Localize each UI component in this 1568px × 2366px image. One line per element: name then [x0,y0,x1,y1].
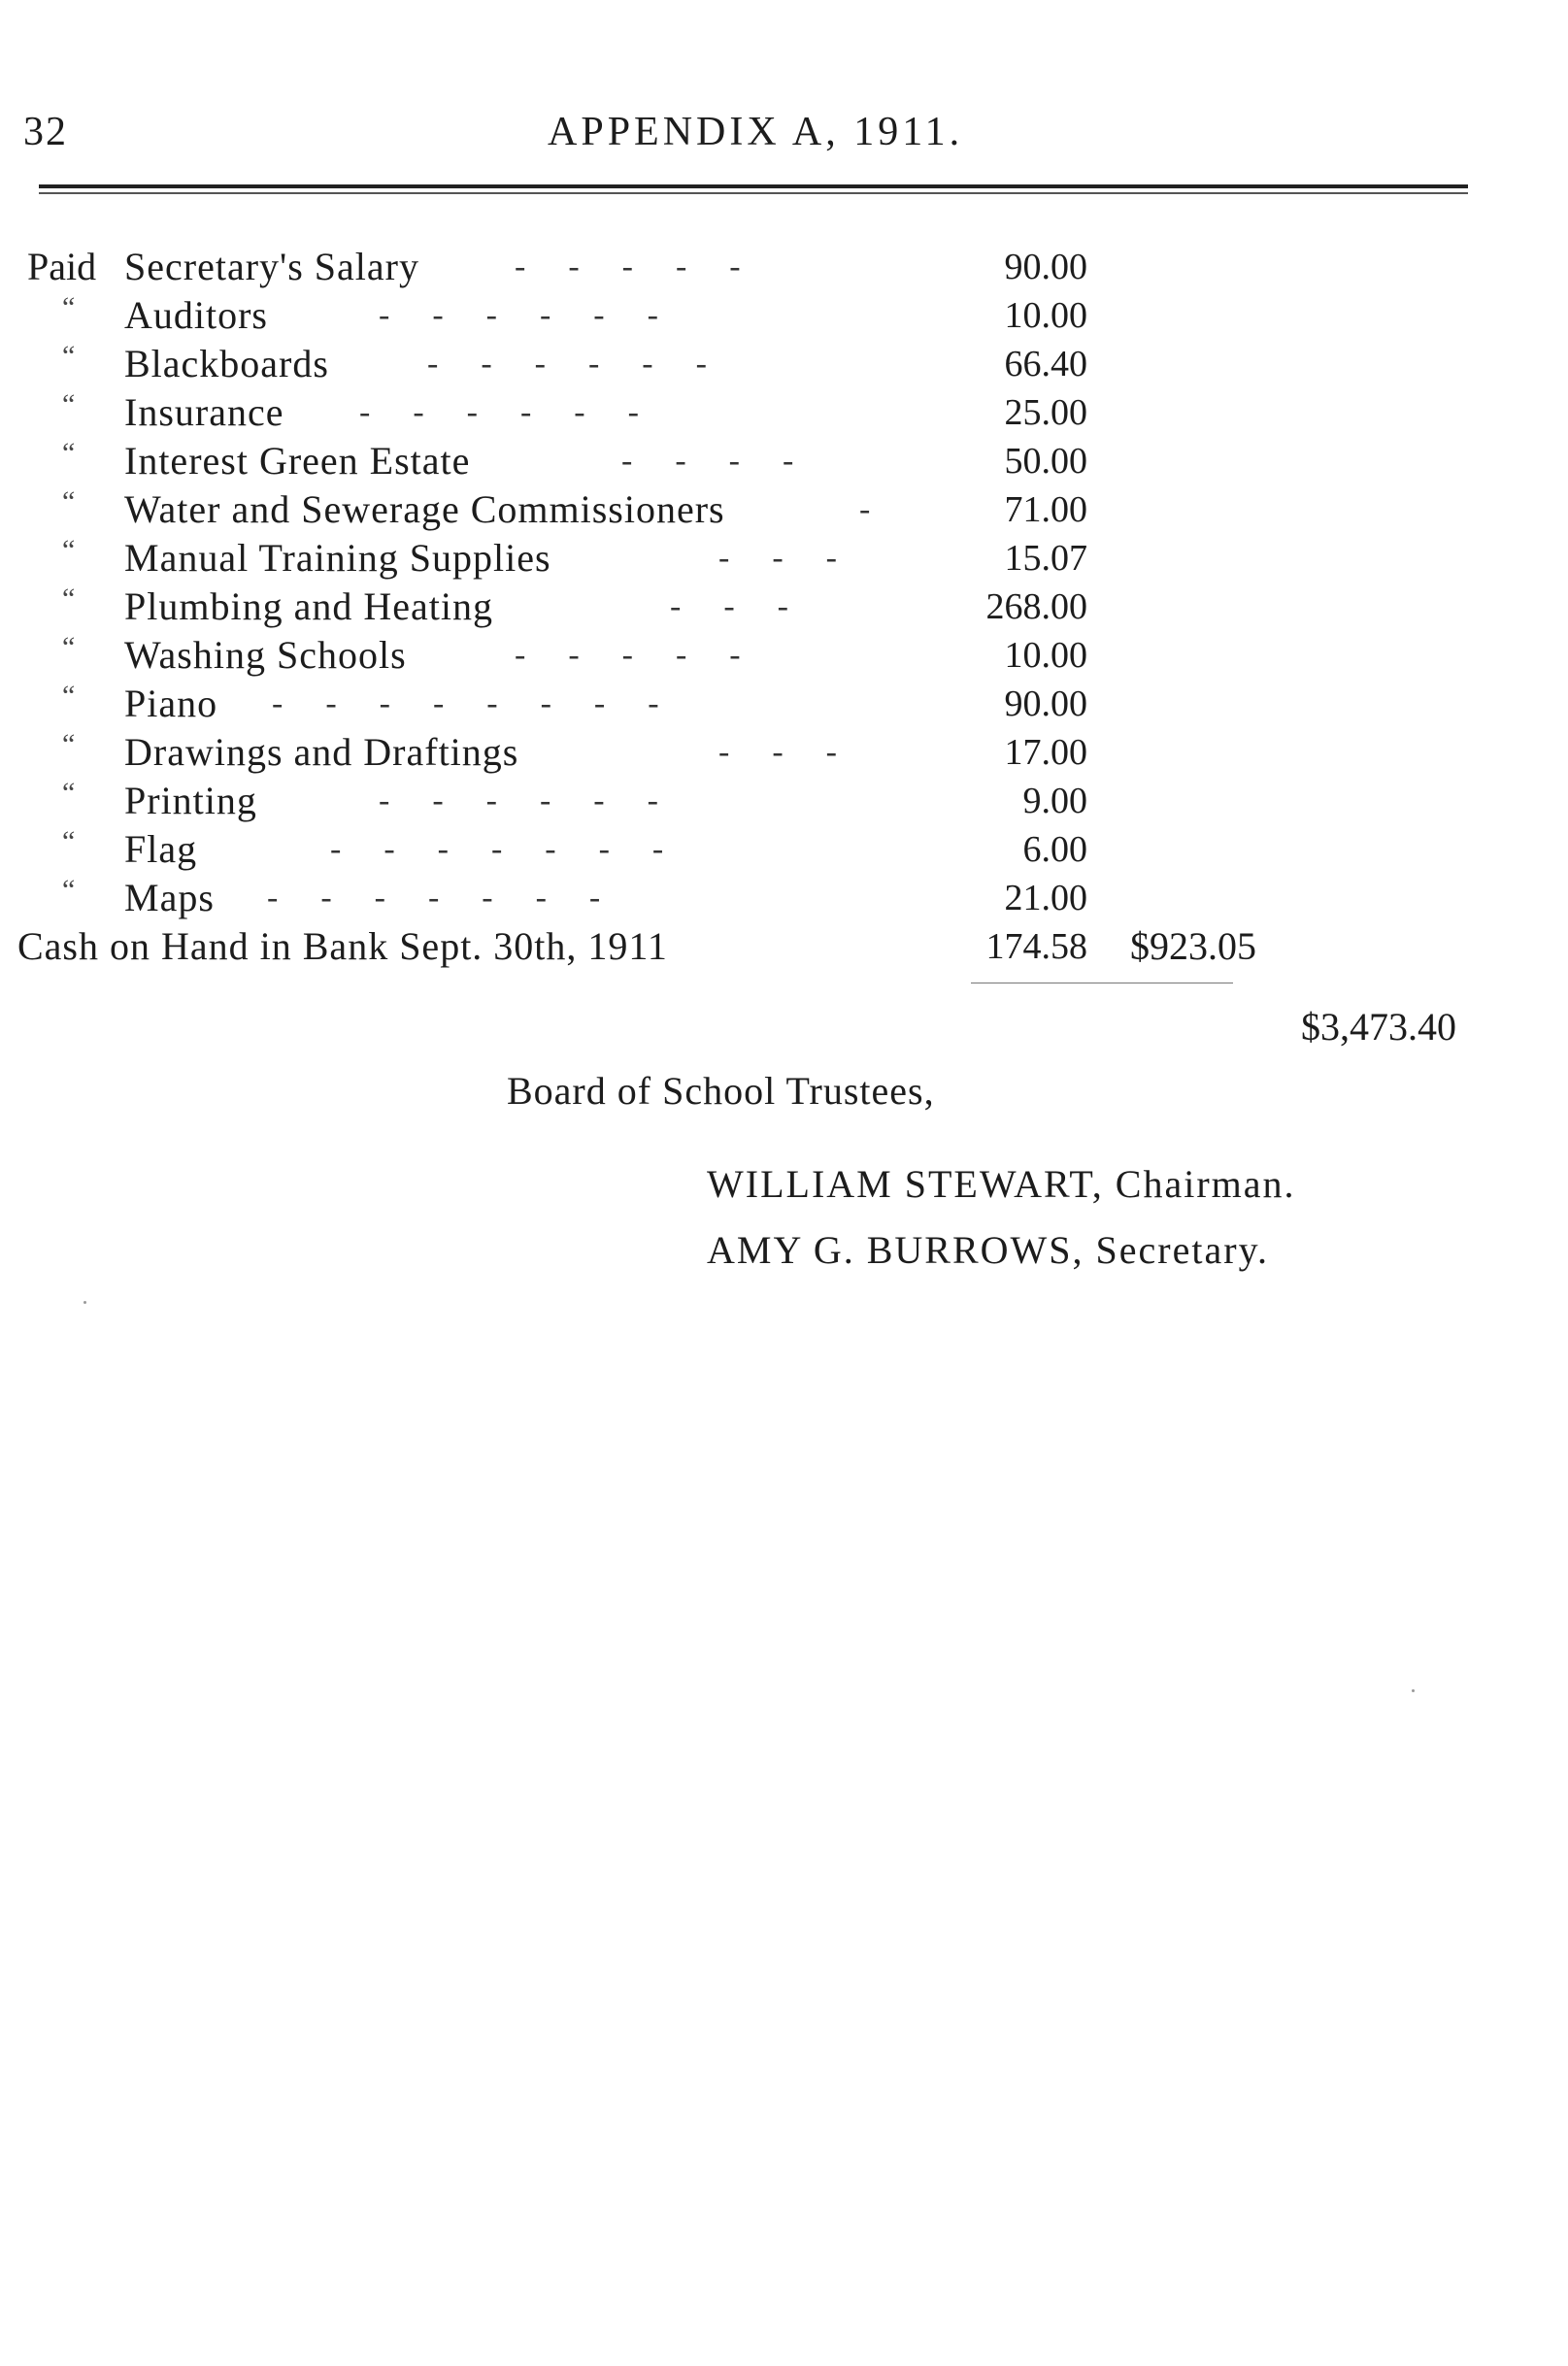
expense-label: Auditors [124,293,268,337]
ditto-mark: “ [62,485,76,517]
ditto-mark: “ [62,777,76,809]
expense-row [0,874,1568,922]
page-title: APPENDIX A, 1911. [548,110,964,154]
grand-total: $3,473.40 [1301,1005,1456,1049]
expense-row [0,680,1568,728]
dot-leaders: - - - - [621,443,796,479]
expense-amount: 25.00 [1004,392,1087,433]
dot-leaders: - - - [670,588,790,624]
cash-amount: 174.58 [985,926,1087,967]
expense-amount: 90.00 [1004,247,1087,287]
dot-leaders: - - - - - - - [267,880,603,916]
expense-label: Flag [124,827,198,871]
ditto-mark: “ [62,534,76,566]
ditto-mark: “ [62,825,76,857]
ditto-mark: “ [62,340,76,372]
expense-label: Printing [124,779,257,822]
expense-row [0,340,1568,388]
cash-label: Cash on Hand in Bank Sept. 30th, 1911 [17,924,668,968]
dot-leaders: - - - [718,734,839,770]
dot-leaders: - - - - - - [359,394,641,430]
paper-speck [83,1301,86,1304]
expense-amount: 17.00 [1004,732,1087,773]
expense-amount: 10.00 [1004,635,1087,676]
paper-speck [1412,1689,1415,1692]
subtotal-amount: $923.05 [1130,924,1256,968]
expense-row [0,437,1568,485]
ditto-mark: “ [62,728,76,760]
dot-leaders: - - - - - - [379,783,660,818]
expense-row [0,534,1568,583]
cash-on-hand-row [0,922,1568,971]
expense-amount: 9.00 [1022,781,1087,821]
expense-label: Secretary's Salary [124,245,419,288]
expense-row [0,583,1568,631]
dot-leaders: - - - - - - - [330,831,666,867]
expense-row [0,291,1568,340]
expense-row [0,243,1568,291]
expense-amount: 66.40 [1004,344,1087,384]
ditto-mark: “ [62,583,76,615]
expense-label: Washing Schools [124,633,407,677]
expense-label: Water and Sewerage Commissioners [124,487,725,531]
expense-label: Drawings and Draftings [124,730,519,774]
board-heading: Board of School Trustees, [507,1069,935,1113]
expense-amount: 268.00 [985,586,1087,627]
dot-leaders: - - - - - [515,249,743,284]
expense-amount: 10.00 [1004,295,1087,336]
secretary-signature: AMY G. BURROWS, Secretary. [707,1228,1269,1272]
header-rule-thin [39,192,1468,194]
ditto-mark: “ [62,291,76,323]
dot-leaders: - - - - - - [379,297,660,333]
dot-leaders: - - - - - [515,637,743,673]
expense-row [0,777,1568,825]
header-rule-thick [39,184,1468,188]
expense-label: Maps [124,876,215,919]
ditto-mark: “ [62,437,76,469]
expense-row [0,631,1568,680]
expense-amount: 15.07 [1004,538,1087,579]
expense-row [0,728,1568,777]
expense-row [0,388,1568,437]
expense-amount: 50.00 [1004,441,1087,482]
ditto-mark: “ [62,631,76,663]
ditto-mark: “ [62,388,76,420]
expense-row [0,485,1568,534]
expense-label: Plumbing and Heating [124,584,493,628]
dot-leaders: - - - [718,540,839,576]
ditto-mark: “ [62,874,76,906]
expense-label: Piano [124,682,218,725]
expense-row [0,825,1568,874]
dot-leaders: - - - - - - - - [272,685,661,721]
dot-leaders: - [859,491,873,527]
expense-amount: 71.00 [1004,489,1087,530]
page-number: 32 [23,110,68,154]
expense-label: Manual Training Supplies [124,536,551,580]
expense-amount: 90.00 [1004,683,1087,724]
expense-amount: 6.00 [1022,829,1087,870]
chairman-signature: WILLIAM STEWART, Chairman. [707,1162,1296,1206]
ditto-mark: “ [62,680,76,712]
expense-label: Interest Green Estate [124,439,471,483]
row-prefix: Paid [27,245,97,288]
dot-leaders: - - - - - - [427,346,709,382]
page-header [23,109,1460,167]
expense-label: Blackboards [124,342,329,385]
expense-label: Insurance [124,390,284,434]
expense-amount: 21.00 [1004,878,1087,918]
